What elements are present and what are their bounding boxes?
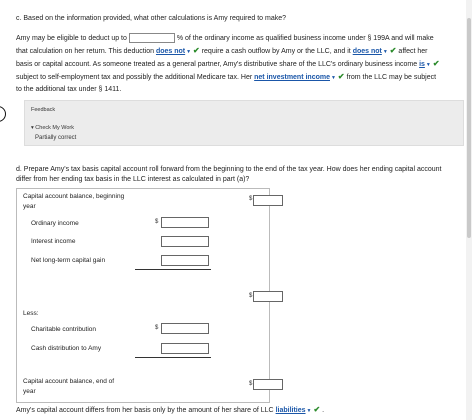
dollar-sign: $ bbox=[155, 219, 159, 225]
feedback-status: Partially correct bbox=[35, 135, 77, 141]
feedback-panel bbox=[24, 100, 464, 146]
liabilities-dropdown[interactable]: liabilities▼ bbox=[275, 407, 312, 414]
question-d-line-2: differ from her ending tax basis in the LLC interest as calculated in part (a)? bbox=[16, 176, 250, 183]
income-type-dropdown[interactable]: net investment income▼ bbox=[254, 74, 336, 81]
check-icon: ✔ bbox=[389, 46, 397, 55]
charitable-input[interactable] bbox=[161, 323, 209, 334]
row-beginning-label-1: Capital account balance, beginning bbox=[23, 193, 125, 200]
check-icon: ✔ bbox=[193, 46, 200, 55]
row-interest-income-label: Interest income bbox=[31, 238, 76, 245]
part-c-line-5: subject to self-employment tax and possibly the additional Medicare tax. Her net investment income▼ ✔ from the LLC may be subject bbox=[16, 72, 437, 81]
part-c-line-3: that calculation on her return. This deduction does not▼ ✔ require a cash outflow by Amy or the LLC, and it does not▼ ✔ affect her bbox=[16, 46, 428, 55]
scrollbar-thumb[interactable] bbox=[467, 18, 471, 238]
check-icon: ✔ bbox=[432, 59, 440, 68]
check-icon: ✔ bbox=[337, 72, 345, 81]
question-d-line-1: d. Prepare Amy's tax basis capital account roll forward from the beginning to the end of the tax year. How does her ending capital account bbox=[16, 166, 442, 173]
partial-circle-icon bbox=[0, 106, 6, 122]
deduction-cash-dropdown[interactable]: does not▼ bbox=[155, 48, 192, 55]
check-my-work-toggle[interactable]: ▾ Check My Work bbox=[31, 125, 75, 131]
subtotal-rule bbox=[135, 269, 211, 270]
caret-down-icon: ▾ bbox=[31, 125, 34, 131]
feedback-title: Feedback bbox=[31, 107, 56, 113]
ending-balance-input[interactable] bbox=[253, 379, 283, 390]
footer-line: Amy's capital account differs from her basis only by the amount of her share of LLC liabilities▼ ✔ . bbox=[16, 405, 325, 414]
row-beginning-label-2: year bbox=[23, 203, 36, 210]
ltcg-input[interactable] bbox=[161, 255, 209, 266]
dollar-sign: $ bbox=[249, 381, 253, 387]
deduction-basis-dropdown[interactable]: does not▼ bbox=[352, 48, 388, 55]
capital-account-table bbox=[16, 188, 270, 403]
interest-income-input[interactable] bbox=[161, 236, 209, 247]
dollar-sign: $ bbox=[249, 196, 253, 202]
part-c-line-6: to the additional tax under § 1411. bbox=[16, 86, 122, 93]
row-cash-distribution-label: Cash distribution to Amy bbox=[31, 345, 102, 352]
percent-input[interactable] bbox=[129, 33, 175, 43]
beginning-balance-input[interactable] bbox=[253, 195, 283, 206]
row-ordinary-income-label: Ordinary income bbox=[31, 220, 79, 227]
cash-distribution-input[interactable] bbox=[161, 343, 209, 354]
part-c-line-2: Amy may be eligible to deduct up to % of the ordinary income as qualified business income under § 199A and will make bbox=[16, 34, 434, 42]
row-charitable-label: Charitable contribution bbox=[31, 326, 97, 333]
se-tax-dropdown[interactable]: is▼ bbox=[419, 61, 431, 68]
check-icon: ✔ bbox=[313, 405, 321, 414]
row-less-label: Less: bbox=[23, 310, 39, 317]
subtotal-input[interactable] bbox=[253, 291, 283, 302]
deductions-rule bbox=[135, 357, 211, 358]
row-ending-label-1: Capital account balance, end of bbox=[23, 378, 115, 385]
row-ending-label-2: year bbox=[23, 388, 36, 395]
row-ltcg-label: Net long-term capital gain bbox=[31, 257, 106, 264]
question-c: c. Based on the information provided, what other calculations is Amy required to make? bbox=[16, 15, 287, 22]
part-c-line-4: basis or capital account. As someone treated as a general partner, Amy's distributive share of the LLC's ordinary business income is▼ ✔ bbox=[16, 59, 440, 68]
dollar-sign: $ bbox=[249, 293, 253, 299]
dollar-sign: $ bbox=[155, 325, 159, 331]
ordinary-income-input[interactable] bbox=[161, 217, 209, 228]
